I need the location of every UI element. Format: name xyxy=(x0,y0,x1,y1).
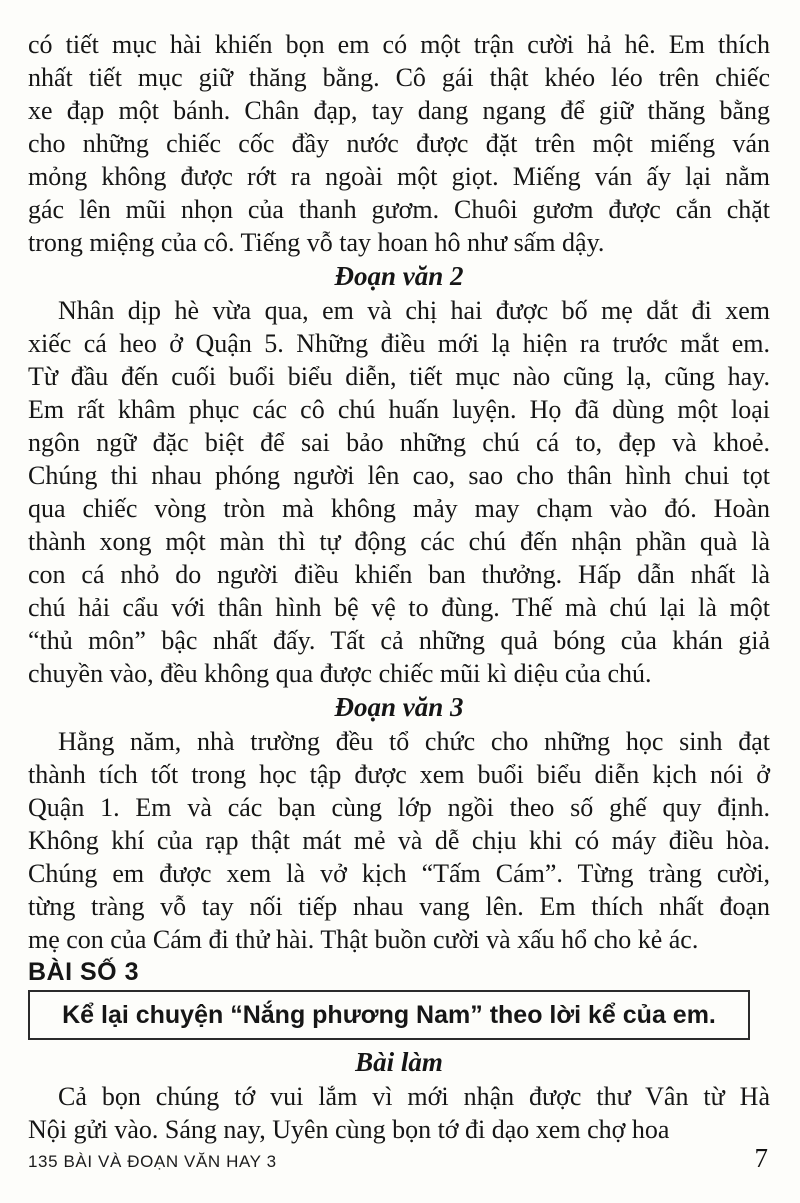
text-line: nhất tiết mục giữ thăng bằng. Cô gái thật khéo léo trên chiếc xyxy=(28,63,770,92)
text-line: qua chiếc vòng tròn mà không mảy may chạm vào đó. Hoàn xyxy=(28,494,770,523)
text-line: chuyền vào, đều không qua được chiếc mũi kì diệu của chú. xyxy=(28,659,652,688)
text-line: “thủ môn” bậc nhất đấy. Tất cả những quả bóng của khán giả xyxy=(28,626,770,655)
text-line: thành tích tốt trong học tập được xem buổi biểu diễn kịch nói ở xyxy=(28,760,770,789)
text-line: Nội gửi vào. Sáng nay, Uyên cùng bọn tớ đi dạo xem chợ hoa xyxy=(28,1115,670,1144)
boxed-title: Kể lại chuyện “Nắng phương Nam” theo lời kể của em. xyxy=(28,990,750,1040)
text-line: ngôn ngữ đặc biệt để sai bảo những chú cá to, đẹp và khoẻ. xyxy=(28,428,770,457)
text-line: Hằng năm, nhà trường đều tổ chức cho những học sinh đạt xyxy=(58,727,770,756)
text-line: Chúng thi nhau phóng người lên cao, sao cho thân hình chui tọt xyxy=(28,461,770,490)
book-title-footer: 135 BÀI VÀ ĐOẠN VĂN HAY 3 xyxy=(28,1152,277,1171)
text-line: Nhân dịp hè vừa qua, em và chị hai được bố mẹ dắt đi xem xyxy=(58,296,770,325)
text-line: thành xong một màn thì tự động các chú đến nhận phần quà là xyxy=(28,527,770,556)
text-line: có tiết mục hài khiến bọn em có một trận cười hả hê. Em thích xyxy=(28,30,770,59)
text-line: Từ đầu đến cuối buổi biểu diễn, tiết mục nào cũng lạ, cũng hay. xyxy=(28,362,770,391)
lesson-heading: BÀI SỐ 3 xyxy=(28,958,139,986)
text-line: xiếc cá heo ở Quận 5. Những điều mới lạ hiện ra trước mắt em. xyxy=(28,329,770,358)
text-line: Cả bọn chúng tớ vui lắm vì mới nhận được thư Vân từ Hà xyxy=(58,1082,770,1111)
text-line: chú hải cẩu với thân hình bệ vệ to đùng. Thế mà chú lại là một xyxy=(28,593,770,622)
text-line: cho những chiếc cốc đầy nước được đặt trên một miếng ván xyxy=(28,129,770,158)
section-heading: Đoạn văn 2 xyxy=(334,261,464,291)
page-number: 7 xyxy=(754,1143,768,1173)
paragraph xyxy=(28,1080,770,1146)
paragraph xyxy=(28,725,770,956)
paragraph xyxy=(28,28,770,259)
text-line: Em rất khâm phục các cô chú huấn luyện. Họ đã dùng một loại xyxy=(28,395,770,424)
page-footer xyxy=(28,1143,768,1174)
text-line: xe đạp một bánh. Chân đạp, tay dang ngang để giữ thăng bằng xyxy=(28,96,770,125)
text-line: gác lên mũi nhọn của thanh gươm. Chuôi gươm được cắn chặt xyxy=(28,195,770,224)
text-line: mẹ con của Cám đi thử hài. Thật buồn cười và xấu hổ cho kẻ ác. xyxy=(28,925,699,954)
text-line: từng tràng vỗ tay nối tiếp nhau vang lên. Em thích nhất đoạn xyxy=(28,892,770,921)
text-line: Chúng em được xem là vở kịch “Tấm Cám”. Từng tràng cười, xyxy=(28,859,770,888)
section-heading: Bài làm xyxy=(355,1047,443,1077)
text-line: Quận 1. Em và các bạn cùng lớp ngồi theo số ghế quy định. xyxy=(28,793,770,822)
section-heading: Đoạn văn 3 xyxy=(334,692,464,722)
paragraph xyxy=(28,294,770,690)
page-content xyxy=(28,28,770,1146)
text-line: mỏng không được rớt ra ngoài một giọt. Miếng ván ấy lại nằm xyxy=(28,162,770,191)
text-line: con cá nhỏ do người điều khiển ban thưởng. Hấp dẫn nhất là xyxy=(28,560,770,589)
text-line: Không khí của rạp thật mát mẻ và dễ chịu khi có máy điều hòa. xyxy=(28,826,770,855)
text-line: trong miệng của cô. Tiếng vỗ tay hoan hô như sấm dậy. xyxy=(28,228,605,257)
